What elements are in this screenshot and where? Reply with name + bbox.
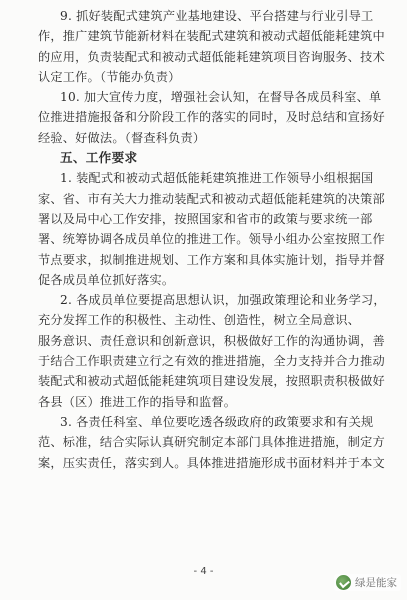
text-line: 10. 加大宣传力度，增强社会认知，在督导各成员科室、单: [60, 90, 382, 105]
text-line: 的应用，负责装配式和被动式超低能耗建筑项目咨询服务、技术: [38, 49, 385, 64]
text-line: 于结合工作职责建立行之有效的推进措施，全力支持并合力推动: [38, 354, 385, 369]
text-line: 充分发挥工作的积极性、主动性、创造性，树立全局意识、: [38, 313, 361, 328]
text-line: 案，压实责任，落实到人。具体推进措施形成书面材料并于本文: [38, 455, 385, 470]
text-line: 节点要求，拟制推进规划、工作方案和具体实施计划，指导并督: [38, 252, 385, 267]
text-line: 1. 装配式和被动式超低能耗建筑推进工作领导小组根据国: [60, 171, 374, 186]
text-line: 署、统筹协调各成员单位的推进工作。领导小组办公室按照工作: [38, 232, 385, 247]
requirement-item-3: [38, 412, 383, 473]
requirement-item-2: [38, 290, 386, 412]
paragraph-item-9: [38, 6, 383, 87]
watermark-text: 绿是能家: [355, 577, 397, 589]
text-line: 2. 各成员单位要提高思想认识，加强政策理论和业务学习，: [60, 293, 386, 308]
check-leaf-icon: [336, 575, 351, 590]
text-line: 服务意识、责任意识和创新意识，积极做好工作的沟通协调，善: [38, 333, 385, 348]
document-body: [38, 6, 386, 473]
watermark: [334, 574, 401, 591]
text-line: 认定工作。（节能办负责）: [38, 69, 181, 84]
text-line: 位推进措施报备和分阶段工作的落实的同时，及时总结和宣扬好: [38, 110, 385, 125]
text-line: 范、标准，结合实际认真研究制定本部门具体推进措施，制定方: [38, 435, 385, 450]
section-heading: 五、工作要求: [60, 150, 138, 166]
text-line: 促各成员单位抓好落实。: [38, 272, 175, 287]
text-line: 家、省、市有关大力推动装配式和被动式超低能耗建筑的决策部: [38, 191, 385, 206]
text-line: 经验、好做法。（督查科负责）: [38, 130, 206, 145]
text-line: 9. 抓好装配式建筑产业基地建设、平台搭建与行业引导工: [60, 9, 374, 23]
requirement-item-1: [38, 168, 383, 290]
page-number: - 4 -: [193, 566, 214, 577]
text-line: 3. 各责任科室、单位要吃透各级政府的政策要求和有关规: [60, 414, 374, 429]
text-line: 各县（区）推进工作的指导和监督。: [38, 394, 237, 409]
text-line: 署以及局中心工作安排，按照国家和省市的政策与要求统一部: [38, 211, 373, 226]
text-line: 作，推广建筑节能新材料在装配式建筑和被动式超低能耗建筑中: [38, 29, 385, 44]
text-line: 装配式和被动式超低能耗建筑项目建设发展，按照职责积极做好: [38, 374, 385, 389]
paragraph-item-10: [38, 87, 383, 148]
